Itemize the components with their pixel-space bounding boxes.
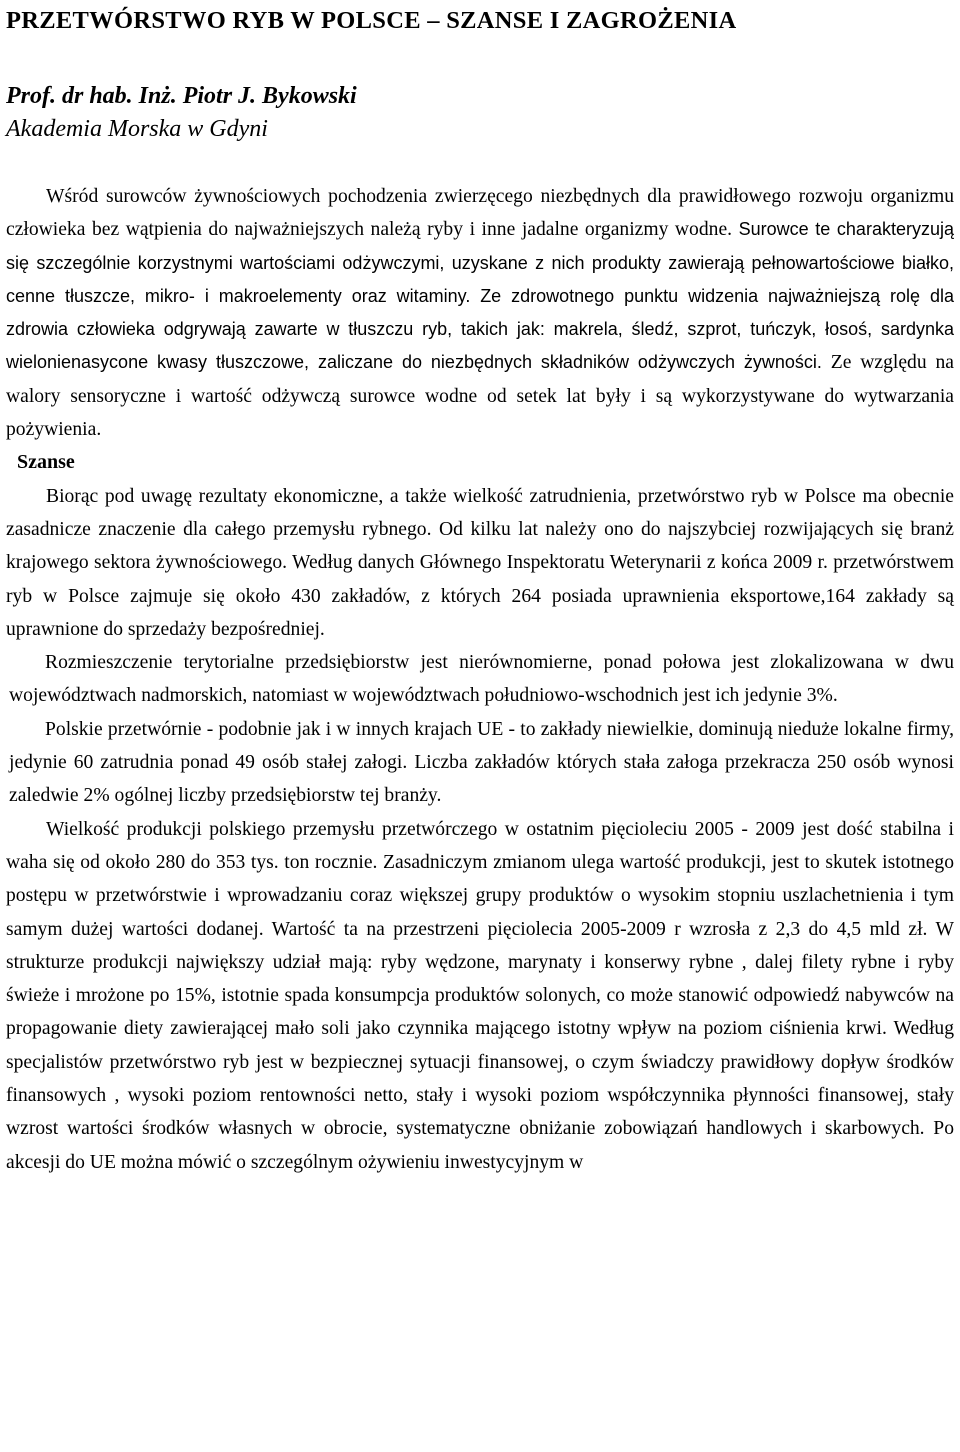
paragraph-production: Wielkość produkcji polskiego przemysłu przetwórczego w ostatnim pięcioleciu 2005 - 2009 jest dość stabilna i waha się od około 280 do 353 tys. ton rocznie. Zasadniczym zmianom ulega wartość produkcji, jest to skutek istotnego postępu w przetwórstwie i wprowadzaniu coraz większej grupy produktów o wysokim stopniu uszlachetnienia i tym samym dużej wartości dodanej. Wartość ta na przestrzeni pięciolecia 2005-2009 r wzrosła z 2,3 do 4,5 mld zł. W strukturze produkcji największy udział mają: ryby wędzone, marynaty i konserwy rybne , dalej filety rybne i ryby świeże i mrożone po 15%, istotnie spada konsumpcja produktów solonych, co może stanowić odpowiedź nabywców na propagowanie diety zawierającej mało soli jako czynnika mającego istotny wpływ na poziom ciśnienia krwi. Według specjalistów przetwórstwo ryb jest w bezpiecznej sytuacji finansowej, o czym świadczy prawidłowy dopływ środków finansowych , wysoki poziom rentowności netto, stały i wysoki poziom współczynnika płynności finansowej, stały wzrost wartości środków własnych w obrocie, systematyczne obniżanie zobowiązań handlowych i skarbowych. Po akcesji do UE można mówić o szczególnym ożywieniu inwestycyjnym w bbox=[6, 818, 954, 1173]
intro-sentence-3: Ze zdrowotnego punktu widzenia najważniejszą rolę dla zdrowia człowieka odgrywają zawarte w tłuszczu ryb, takich jak: makrela, śledź, szprot, tuńczyk, łosoś, sardynka wielonienasycone kwasy tłuszczowe, zaliczane do niezbędnych składników odżywczych żywności. bbox=[6, 285, 954, 373]
paragraph-plant-size: Polskie przetwórnie - podobnie jak i w innych krajach UE - to zakłady niewielkie, dominują nieduże lokalne firmy, jedynie 60 zatrudnia ponad 49 osób stałej załogi. Liczba zakładów których stała załoga przekracza 250 osób wynosi zaledwie 2% ogólnej liczby przedsiębiorstw tej branży. bbox=[9, 718, 954, 807]
author-affiliation: Akademia Morska w Gdyni bbox=[6, 116, 268, 142]
intro-sentence-4: Ze względu na walory sensoryczne i wartość odżywczą surowce wodne od setek lat były i są wykorzystywane do wytwarzania pożywienia. bbox=[6, 352, 954, 441]
document-page bbox=[6, 0, 954, 1179]
intro-paragraph bbox=[6, 180, 954, 446]
intro-sentence-1: Wśród surowców żywnościowych pochodzenia zwierzęcego niezbędnych dla prawidłowego rozwoju organizmu człowieka bez wątpienia do najważniejszych należą ryby i inne jadalne organizmy wodne. bbox=[6, 186, 954, 241]
paragraph-distribution: Rozmieszczenie terytorialne przedsiębiorstw jest nierównomierne, ponad połowa jest zlokalizowana w dwu województwach nadmorskich, natomiast w województwach południowo-wschodnich jest ich jedynie 3%. bbox=[9, 652, 954, 707]
author-name: Prof. dr hab. Inż. Piotr J. Bykowski bbox=[6, 83, 357, 109]
document-title: PRZETWÓRSTWO RYB W POLSCE – SZANSE I ZAGROŻENIA bbox=[6, 7, 737, 34]
paragraph-economics: Biorąc pod uwagę rezultaty ekonomiczne, a także wielkość zatrudnienia, przetwórstwo ryb w Polsce ma obecnie zasadnicze znaczenie dla całego przemysłu rybnego. Od kilku lat należy ono do najszybciej rozwijających się branż krajowego sektora żywnościowego. Według danych Głównego Inspektoratu Weterynarii z końca 2009 r. przetwórstwem ryb w Polsce zajmuje się około 430 zakładów, z których 264 posiada uprawnienia eksportowe,164 zakłady są uprawnione do sprzedaży bezpośredniej. bbox=[6, 485, 954, 640]
intro-sentence-2: Surowce te charakteryzują się szczególnie korzystnymi wartościami odżywczymi, uzyskane z nich produkty zawierają pełnowartościowe białko, cenne tłuszcze, mikro- i makroelementy oraz witaminy. bbox=[6, 219, 954, 306]
section-heading-szanse: Szanse bbox=[17, 451, 75, 474]
